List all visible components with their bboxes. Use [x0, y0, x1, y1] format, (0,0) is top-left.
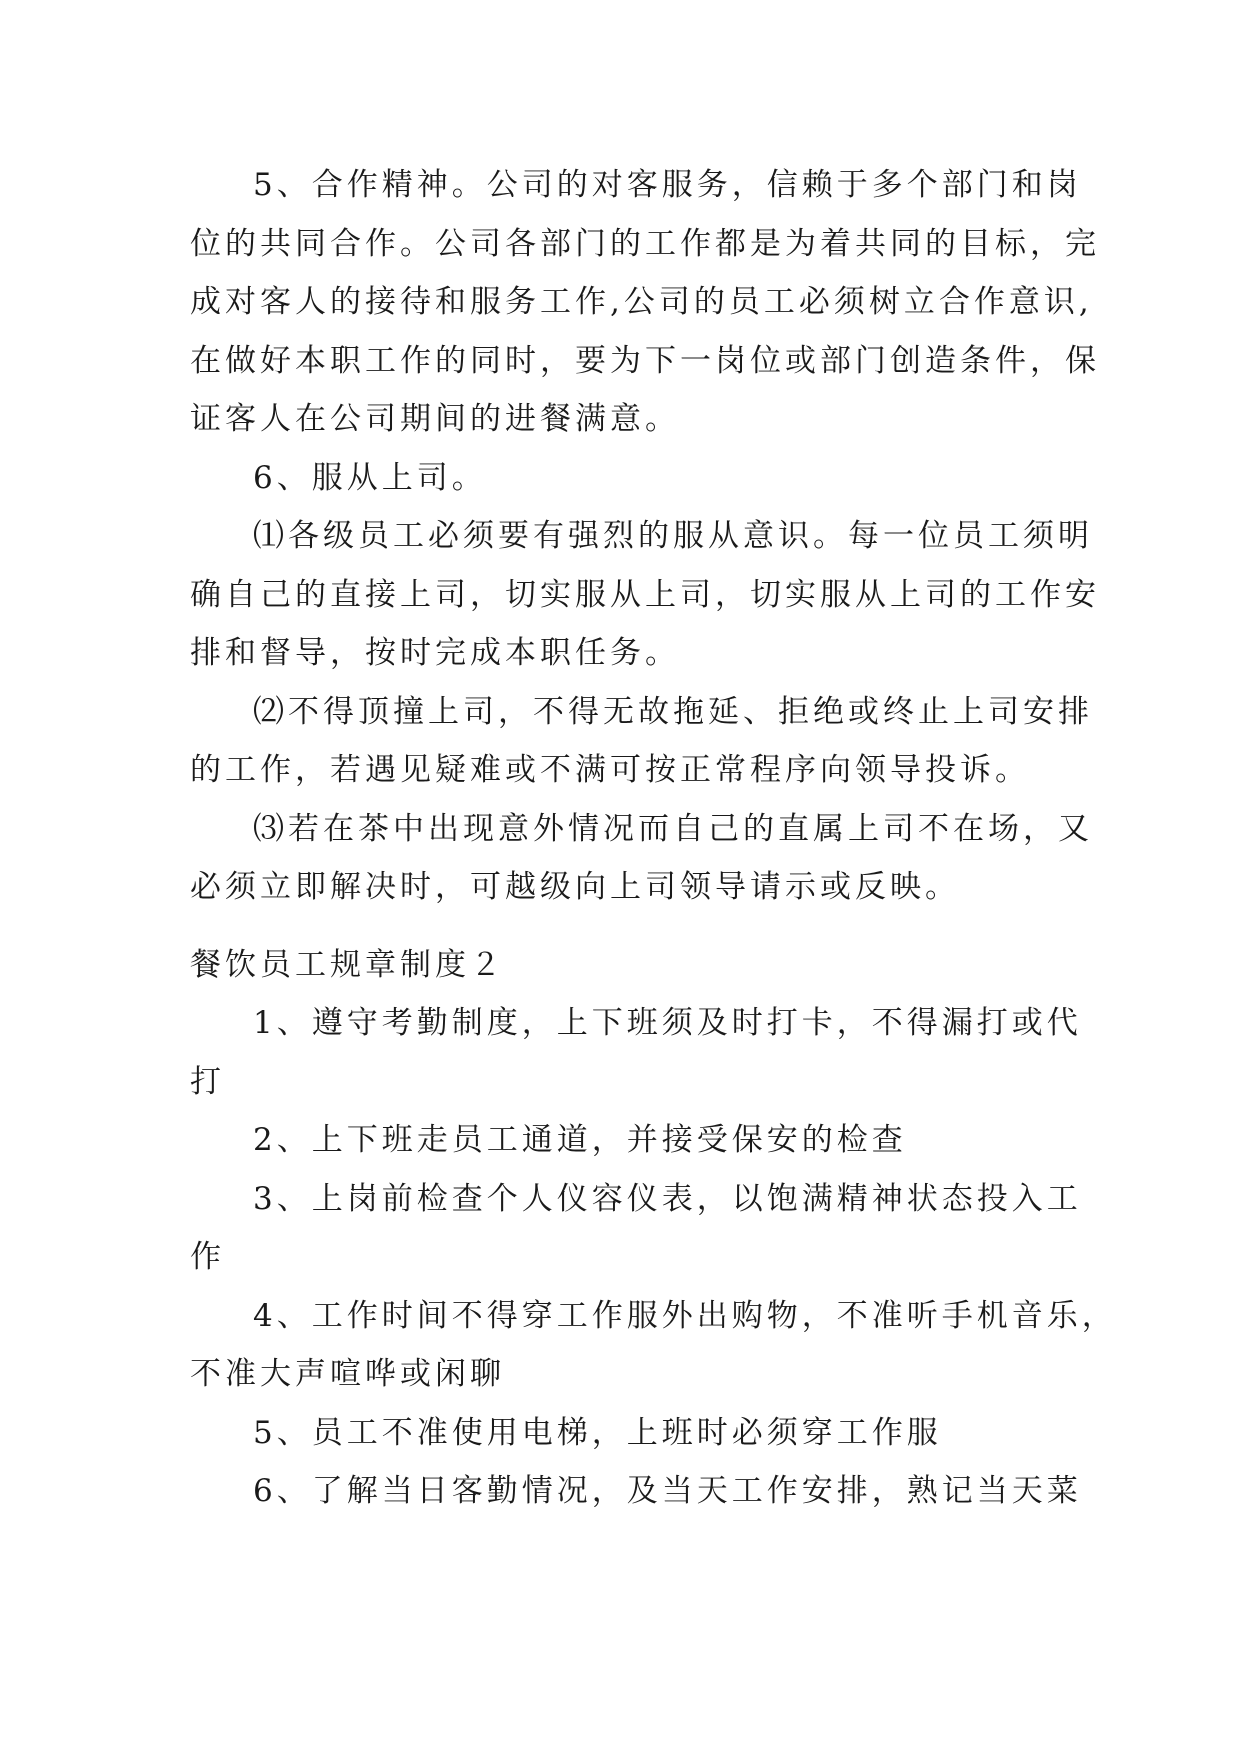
item5-line-3: 成对客人的接待和服务工作,公司的员工必须树立合作意识,	[190, 284, 1093, 320]
sub3-line-2: 必须立即解决时，可越级向上司领导请示或反映。	[190, 869, 960, 905]
rule4-line-1: 4、工作时间不得穿工作服外出购物，不准听手机音乐，	[253, 1297, 1117, 1334]
rule2: 2、上下班走员工通道，并接受保安的检查	[253, 1122, 907, 1158]
item5-line-5: 证客人在公司期间的进餐满意。	[190, 401, 680, 437]
rule4-line-2: 不准大声喧哗或闲聊	[190, 1356, 505, 1392]
sub1-line-3: 排和督导，按时完成本职任务。	[190, 635, 680, 671]
rule3-line-2: 作	[190, 1239, 225, 1275]
sub2-line-1: ⑵不得顶撞上司，不得无故拖延、拒绝或终止上司安排	[253, 693, 1093, 730]
rule1-line-1: 1、遵守考勤制度，上下班须及时打卡，不得漏打或代	[253, 1005, 1082, 1041]
rule5: 5、员工不准使用电梯，上班时必须穿工作服	[253, 1414, 942, 1451]
rule3-line-1: 3、上岗前检查个人仪容仪表，以饱满精神状态投入工	[253, 1180, 1082, 1217]
rule1-line-2: 打	[190, 1063, 225, 1100]
item6-title: 6、服从上司。	[253, 459, 487, 496]
rule6: 6、了解当日客勤情况，及当天工作安排，熟记当天菜	[253, 1473, 1082, 1509]
item5-line-1: 5、合作精神。公司的对客服务，信赖于多个部门和岗	[253, 167, 1082, 203]
sub1-line-1: ⑴各级员工必须要有强烈的服从意识。每一位员工须明	[253, 518, 1093, 554]
section2-heading: 餐饮员工规章制度２	[190, 946, 505, 983]
item5-line-2: 位的共同合作。公司各部门的工作都是为着共同的目标，完	[190, 225, 1100, 262]
item5-line-4: 在做好本职工作的同时，要为下一岗位或部门创造条件，保	[190, 342, 1100, 379]
sub2-line-2: 的工作，若遇见疑难或不满可按正常程序向领导投诉。	[190, 752, 1030, 788]
sub3-line-1: ⑶若在茶中出现意外情况而自己的直属上司不在场，又	[253, 810, 1093, 847]
sub1-line-2: 确自己的直接上司，切实服从上司，切实服从上司的工作安	[190, 576, 1100, 613]
document-body	[190, 156, 1117, 1521]
